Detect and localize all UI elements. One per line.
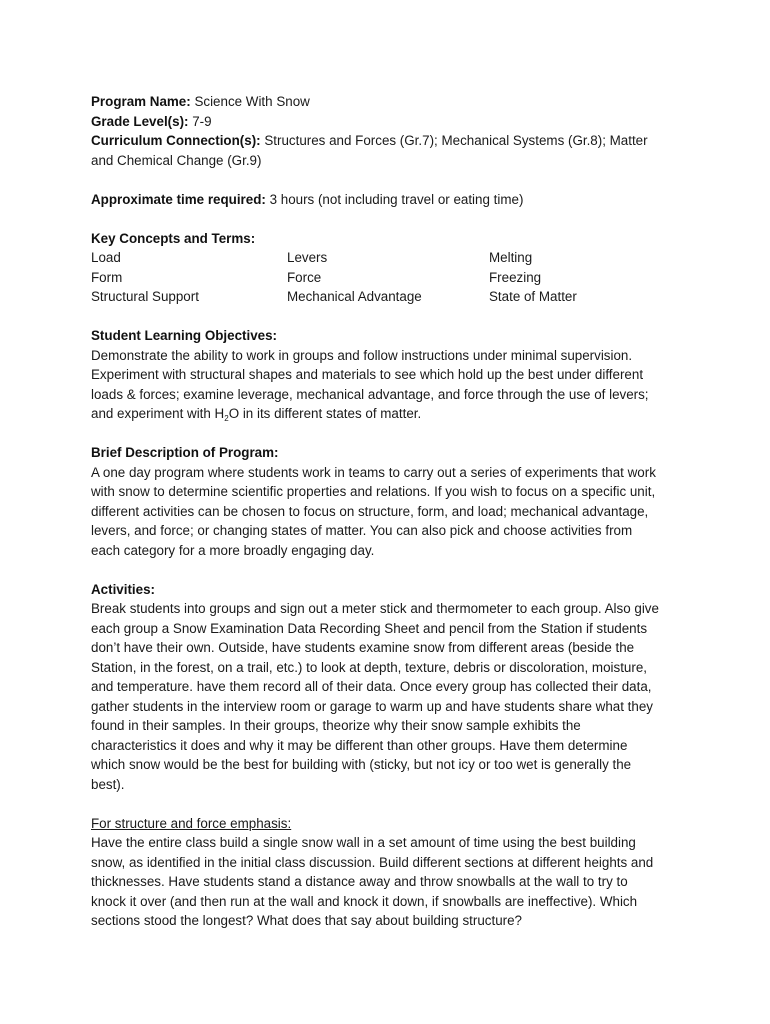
description-line: each category for a more broadly engaging day. — [91, 542, 375, 558]
activities-line: which snow would be the best for building with (sticky, but not icy or too wet is generally the — [91, 757, 632, 772]
term-cell: Form — [91, 269, 123, 285]
term-cell: State of Matter — [489, 289, 577, 304]
activities-line: Station, in the forest, on a trail, etc.) to look at depth, texture, debris or discoloration, moisture, — [91, 659, 647, 675]
structure-emphasis-line: snow, as identified in the initial class discussion. Build different sections at different heights and — [91, 854, 654, 870]
time-required-label: Approximate time required: — [91, 191, 266, 207]
curriculum-line-2: and Chemical Change (Gr.9) — [91, 152, 262, 168]
term-cell: Freezing — [489, 269, 542, 285]
activities-line: characteristics it does and why it may be different than other groups. Have them determine — [91, 737, 628, 753]
curriculum-label: Curriculum Connection(s): — [91, 133, 261, 148]
activities-line: found in their samples. In their groups, theorize why their snow sample exhibits the — [91, 718, 581, 733]
time-required-line — [91, 190, 691, 210]
description-line: levers, and force; or changing states of matter. You can also pick and choose activities from — [91, 523, 633, 538]
curriculum-line — [91, 131, 691, 151]
curriculum-value: Structures and Forces (Gr.7); Mechanical Systems (Gr.8); Matter — [264, 133, 648, 148]
activities-line: best). — [91, 776, 125, 792]
term-cell: Structural Support — [91, 289, 199, 304]
structure-emphasis-line: thicknesses. Have students stand a distance away and throw snowballs at the wall to try to — [91, 874, 628, 889]
key-concepts-heading: Key Concepts and Terms: — [91, 230, 256, 246]
grade-level-value: 7-9 — [192, 113, 212, 129]
description-line: with snow to determine scientific properties and relations. If you wish to focus on a specific unit, — [91, 484, 656, 499]
objectives-line: and experiment with $H_2O$ in its different states of matter. — [91, 406, 422, 423]
description-line: A one day program where students work in teams to carry out a series of experiments that work — [91, 464, 656, 480]
grade-level-label: Grade Level(s): — [91, 113, 189, 129]
program-name-line — [91, 92, 691, 112]
activities-line: don’t have their own. Outside, have students examine snow from different areas (beside the — [91, 640, 635, 655]
objectives-line: loads & forces; examine leverage, mechanical advantage, and force through the use of levers; — [91, 386, 649, 402]
objectives-line: Experiment with structural shapes and materials to see which hold up the best under different — [91, 367, 644, 382]
structure-emphasis-line: Have the entire class build a single snow wall in a set amount of time using the best building — [91, 835, 636, 850]
objectives-heading: Student Learning Objectives: — [91, 328, 278, 343]
objectives-line: Demonstrate the ability to work in groups and follow instructions under minimal supervision. — [91, 347, 633, 363]
term-cell: Levers — [287, 250, 328, 265]
term-cell: Mechanical Advantage — [287, 289, 422, 304]
subscript-2: 2 — [224, 414, 229, 423]
activities-heading: Activities: — [91, 581, 155, 597]
term-cell: Load — [91, 250, 121, 265]
description-heading: Brief Description of Program: — [91, 445, 279, 460]
structure-emphasis-heading: For structure and force emphasis: — [91, 815, 292, 831]
structure-emphasis-line: sections stood the longest? What does that say about building structure? — [91, 913, 522, 928]
program-name-label: Program Name: — [91, 94, 191, 109]
activities-line: Break students into groups and sign out a meter stick and thermometer to each group. Also give — [91, 601, 659, 616]
document-page — [91, 92, 691, 931]
activities-line: each group a Snow Examination Data Recording Sheet and pencil from the Station if students — [91, 620, 648, 636]
description-line: different activities can be chosen to focus on structure, form, and load; mechanical advantage, — [91, 503, 649, 519]
program-name-value: Science With Snow — [194, 94, 310, 109]
activities-line: and temperature. have them record all of their data. Once every group has collected their data, — [91, 679, 652, 694]
term-cell: Melting — [489, 250, 533, 265]
grade-level-line — [91, 112, 691, 132]
time-required-value: 3 hours (not including travel or eating time) — [269, 191, 524, 207]
key-concepts-table — [91, 248, 691, 307]
structure-emphasis-line: knock it over (and then run at the wall and knock it down, if snowballs are ineffective). Which — [91, 893, 638, 909]
activities-line: gather students in the interview room or garage to warm up and have students share what they — [91, 698, 653, 714]
term-cell: Force — [287, 269, 322, 285]
